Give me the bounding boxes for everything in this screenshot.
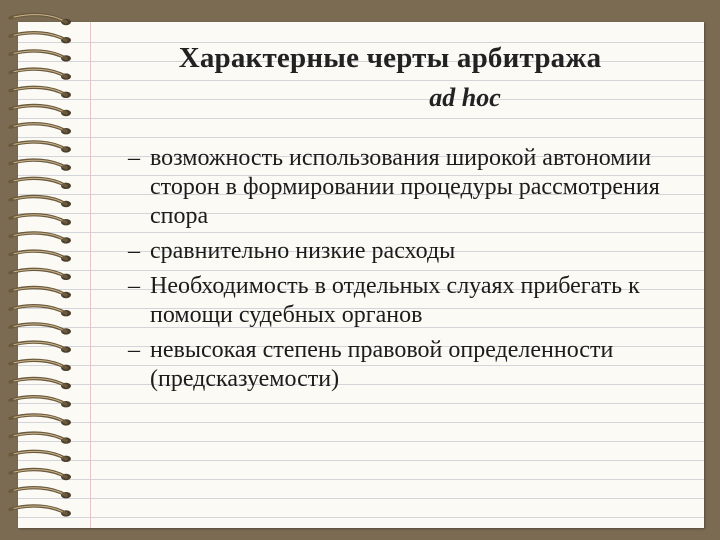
list-item bbox=[128, 272, 708, 330]
title-block bbox=[110, 40, 670, 114]
spiral-binding-icon bbox=[0, 10, 90, 520]
spiral-ring-icon bbox=[10, 197, 71, 208]
bullet-text: возможность использования широкой автономии сторон в формировании процедуры рассмотрения спора bbox=[150, 145, 660, 229]
bullet-text: Необходимость в отдельных слуаях прибегать к помощи судебных органов bbox=[150, 273, 640, 328]
spiral-ring-icon bbox=[10, 178, 71, 189]
bullet-text: сравнительно низкие расходы bbox=[150, 238, 456, 264]
slide-title: Характерные черты арбитража bbox=[178, 42, 602, 74]
spiral-ring-icon bbox=[10, 288, 71, 299]
spiral-ring-icon bbox=[10, 251, 71, 262]
bullet-dash: – bbox=[128, 145, 140, 171]
spiral-ring-icon bbox=[10, 69, 71, 80]
spiral-ring-icon bbox=[10, 215, 71, 226]
spiral-ring-icon bbox=[10, 160, 71, 171]
spiral-ring-icon bbox=[10, 106, 71, 117]
spiral-ring-icon bbox=[10, 397, 71, 408]
spiral-ring-icon bbox=[10, 415, 71, 426]
spiral-ring-icon bbox=[10, 488, 71, 499]
spiral-ring-icon bbox=[10, 269, 71, 280]
bullet-dash: – bbox=[128, 238, 140, 264]
bullet-list bbox=[128, 144, 708, 400]
spiral-ring-icon bbox=[10, 142, 71, 153]
spiral-ring-icon bbox=[10, 51, 71, 62]
bullet-dash: – bbox=[128, 273, 140, 299]
spiral-ring-icon bbox=[10, 87, 71, 98]
slide-subtitle: ad hoc bbox=[429, 83, 501, 112]
spiral-ring-icon bbox=[10, 451, 71, 462]
spiral-ring-icon bbox=[10, 124, 71, 135]
spiral-ring-icon bbox=[10, 379, 71, 390]
list-item bbox=[128, 237, 708, 266]
margin-line bbox=[90, 22, 91, 528]
spiral-ring-icon bbox=[10, 15, 71, 26]
spiral-ring-icon bbox=[10, 470, 71, 481]
bullet-dash: – bbox=[128, 337, 140, 363]
spiral-ring-icon bbox=[10, 306, 71, 317]
spiral-ring-icon bbox=[10, 324, 71, 335]
list-item bbox=[128, 336, 708, 394]
spiral-ring-icon bbox=[10, 506, 71, 517]
spiral-ring-icon bbox=[10, 433, 71, 444]
list-item bbox=[128, 144, 708, 231]
spiral-ring-icon bbox=[10, 342, 71, 353]
spiral-ring-icon bbox=[10, 360, 71, 371]
bullet-text: невысокая степень правовой определенности (предсказуемости) bbox=[150, 337, 614, 392]
spiral-ring-icon bbox=[10, 233, 71, 244]
spiral-ring-icon bbox=[10, 33, 71, 44]
